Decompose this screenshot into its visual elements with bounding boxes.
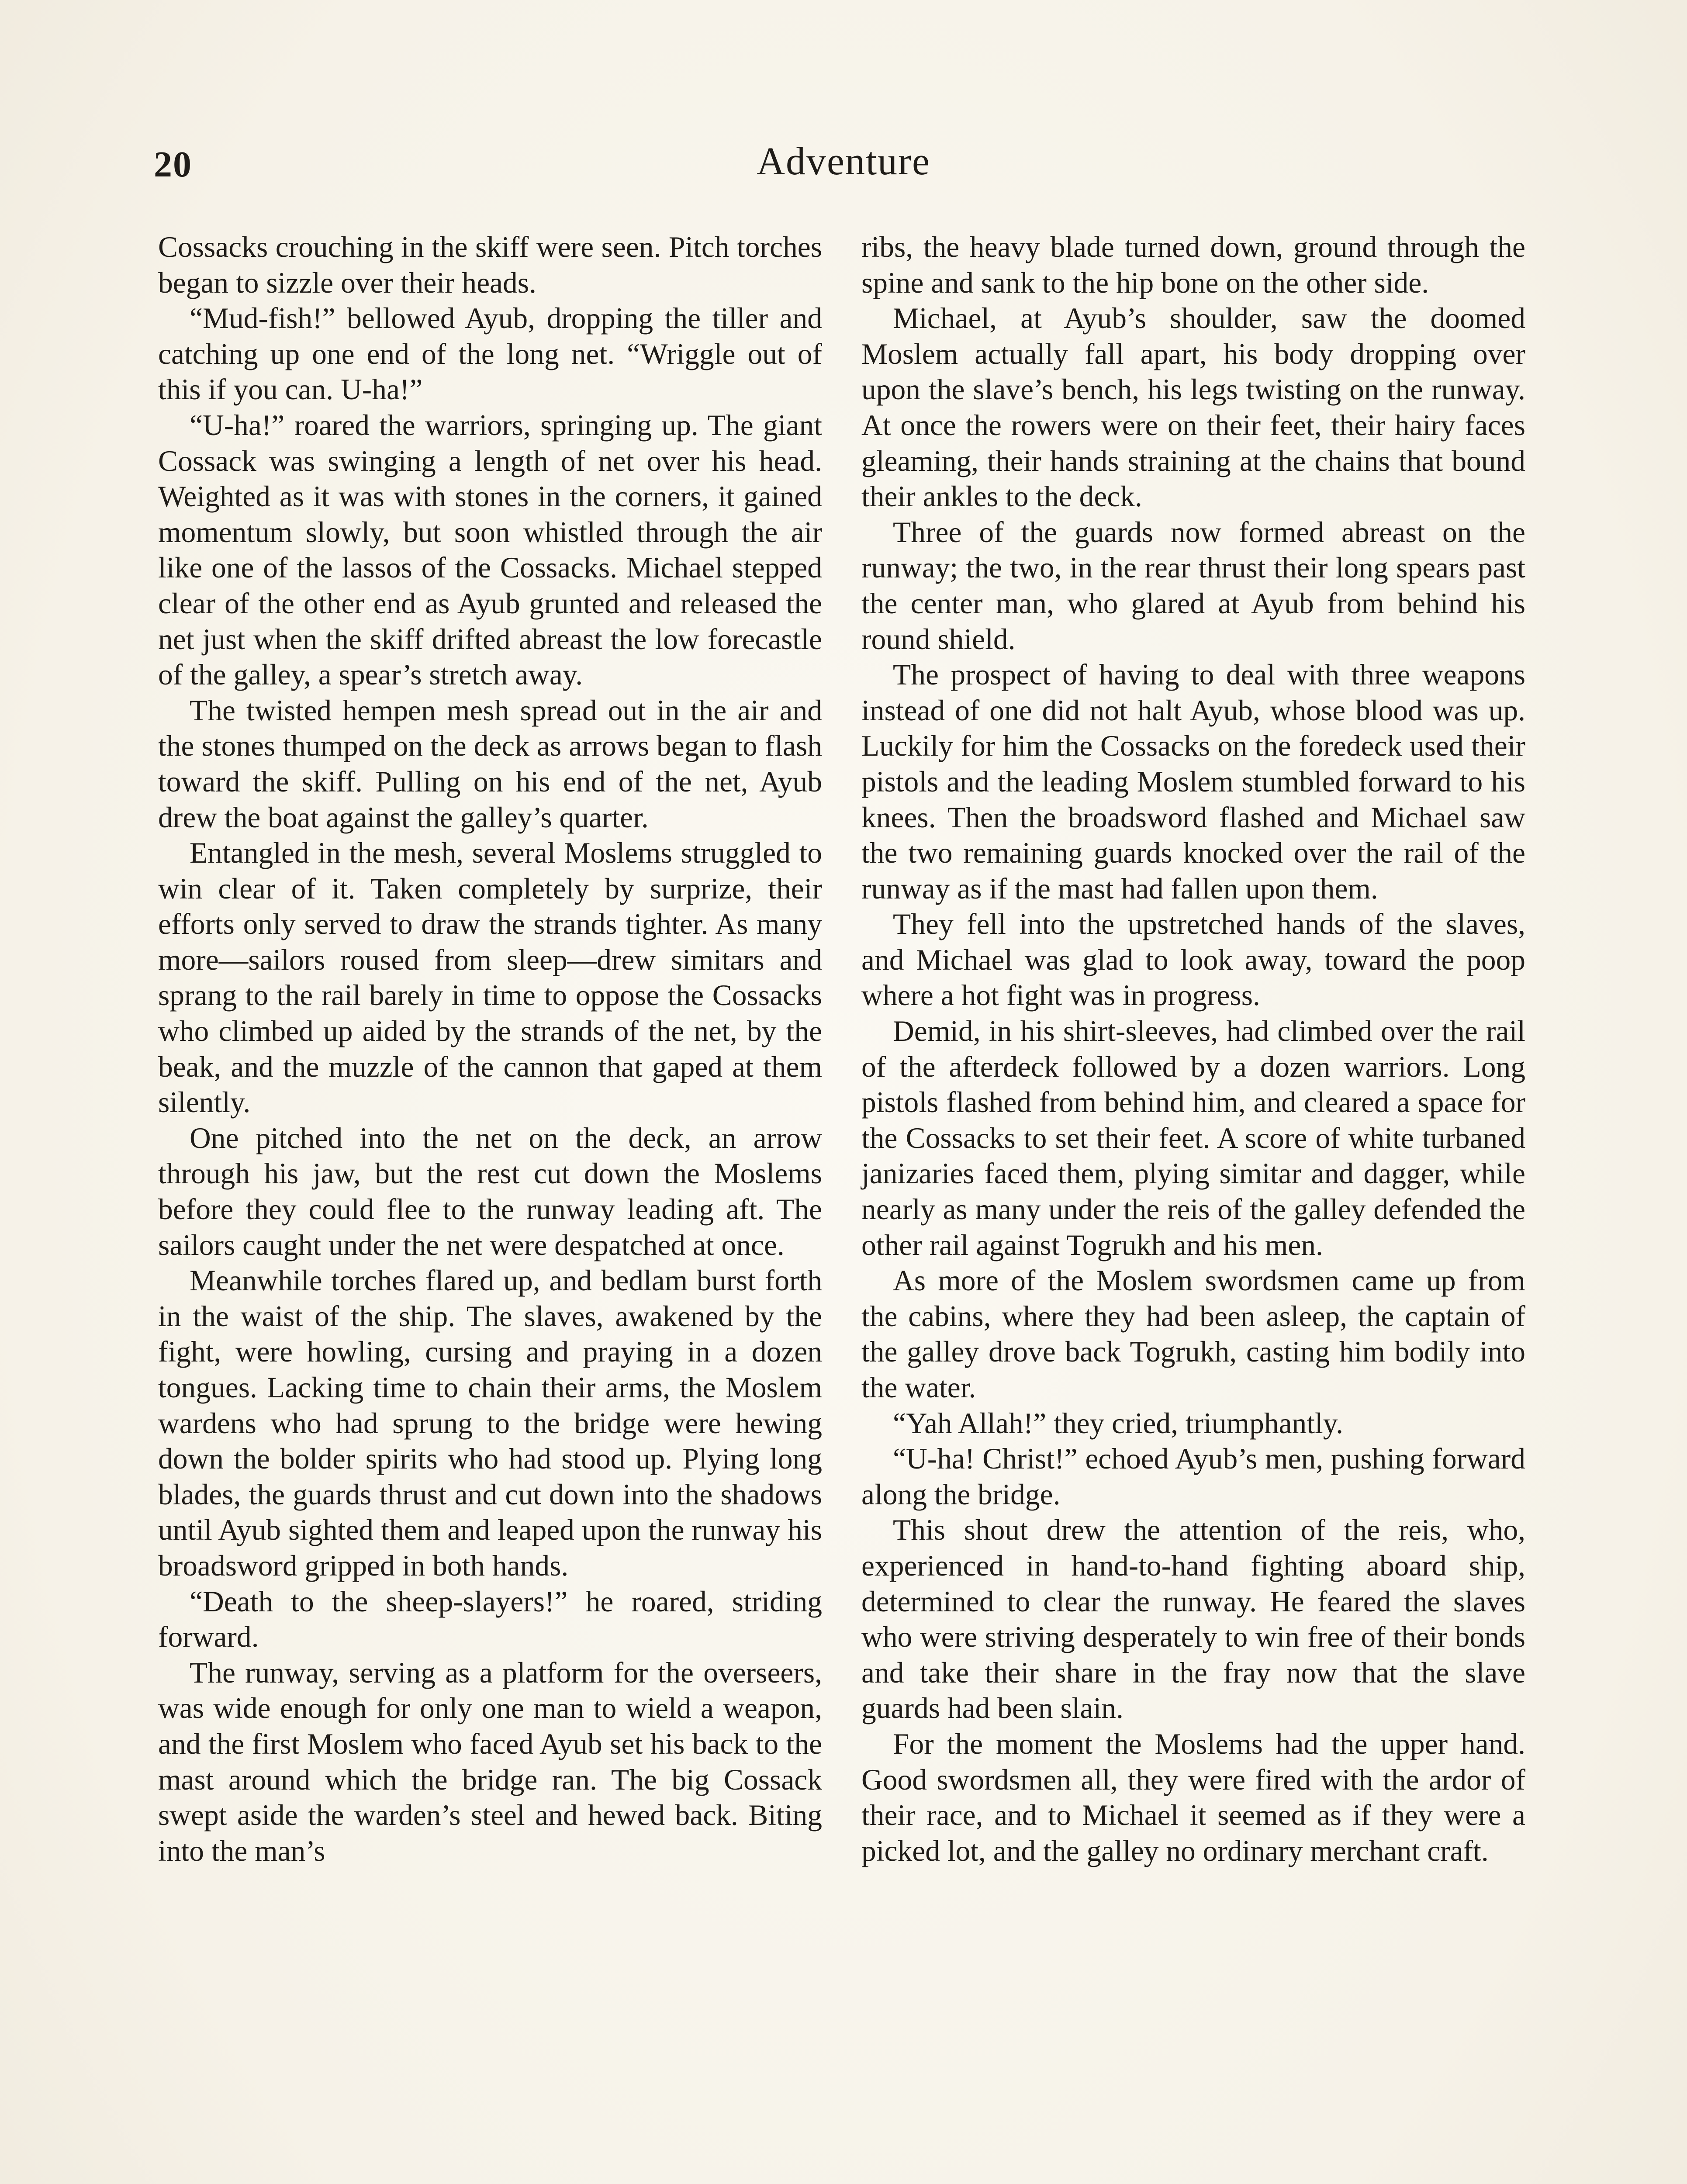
paragraph: “U-ha!” roared the warriors, springing up. The giant Cossack was swinging a length of net over his head. Weighted as it was with stones in the corners, it gained momentum slowly, but soon whistled through the air like one of the lassos of the Cossacks. Michael stepped clear of the other end as Ayub grunted and released the net just when the skiff drifted abreast the low forecastle of the galley, a spear’s stretch away. (158, 408, 822, 691)
paragraph-continuation: ribs, the heavy blade turned down, ground through the spine and sank to the hip bone on the other side. (861, 231, 1525, 299)
paragraph: “U-ha! Christ!” echoed Ayub’s men, pushing forward along the bridge. (861, 1442, 1525, 1511)
paragraph: “Death to the sheep-slayers!” he roared, striding forward. (158, 1585, 822, 1654)
paragraph: Entangled in the mesh, several Moslems struggled to win clear of it. Taken completely by surprize, their efforts only served to draw the strands tighter. As many more—sailors roused from sleep—drew simitars and sprang to the rail barely in time to oppose the Cossacks who climbed up aided by the strands of the net, by the beak, and the muzzle of the cannon that gaped at them silently. (158, 836, 822, 1119)
paragraph: Michael, at Ayub’s shoulder, saw the doomed Moslem actually fall apart, his body dropping over upon the slave’s bench, his legs twisting on the runway. At once the rowers were on their feet, their hairy faces gleaming, their hands straining at the chains that bound their ankles to the deck. (861, 302, 1525, 513)
right-text-column (861, 229, 1525, 1869)
paragraph: Demid, in his shirt-sleeves, had climbed over the rail of the afterdeck followed by a dozen warriors. Long pistols flashed from behind him, and cleared a space for the Cossacks to set their feet. A score of white turbaned janizaries faced them, plying simitar and dagger, while nearly as many under the reis of the galley defended the other rail against Togrukh and his men. (861, 1015, 1525, 1261)
paragraph: Cossacks crouching in the skiff were seen. Pitch torches began to sizzle over their heads. (158, 231, 822, 299)
paragraph: One pitched into the net on the deck, an arrow through his jaw, but the rest cut down the Moslems before they could flee to the runway leading aft. The sailors caught under the net were despatched at once. (158, 1121, 822, 1261)
paragraph: “Yah Allah!” they cried, triumphantly. (893, 1406, 1344, 1440)
paragraph: For the moment the Moslems had the upper hand. Good swordsmen all, they were fired with the ardor of their race, and to Michael it seemed as if they were a picked lot, and the galley no ordinary merchant craft. (861, 1727, 1525, 1867)
running-head-title: Adventure (757, 140, 930, 183)
paragraph: The prospect of having to deal with three weapons instead of one did not halt Ayub, whose blood was up. Luckily for him the Cossacks on the foredeck used their pistols and the leading Moslem stumbled forward to his knees. Then the broadsword flashed and Michael saw the two remaining guards knocked over the rail of the runway as if the mast had fallen upon them. (861, 658, 1525, 905)
paragraph: The twisted hempen mesh spread out in the air and the stones thumped on the deck as arrows began to flash toward the skiff. Pulling on his end of the net, Ayub drew the boat against the galley’s quarter. (158, 694, 822, 834)
paragraph: Three of the guards now formed abreast on the runway; the two, in the rear thrust their long spears past the center man, who glared at Ayub from behind his round shield. (861, 515, 1525, 656)
paragraph: They fell into the upstretched hands of the slaves, and Michael was glad to look away, toward the poop where a hot fight was in progress. (861, 908, 1525, 1012)
paragraph: As more of the Moslem swordsmen came up from the cabins, where they had been asleep, the captain of the galley drove back Togrukh, casting him bodily into the water. (861, 1264, 1525, 1404)
paragraph: This shout drew the attention of the reis, who, experienced in hand-to-hand fighting aboard ship, determined to clear the runway. He feared the slaves who were striving desperately to win free of their bonds and take their share in the fray now that the slave guards had been slain. (861, 1514, 1525, 1725)
left-text-column (158, 229, 822, 1869)
page-number: 20 (154, 144, 192, 185)
paragraph: The runway, serving as a platform for the overseers, was wide enough for only one man to wield a weapon, and the first Moslem who faced Ayub set his back to the mast around which the bridge ran. The big Cossack swept aside the warden’s steel and hewed back. Biting into the man’s (158, 1656, 822, 1867)
paragraph: Meanwhile torches flared up, and bedlam burst forth in the waist of the ship. The slaves, awakened by the fight, were howling, cursing and praying in a dozen tongues. Lacking time to chain their arms, the Moslem wardens who had sprung to the bridge were hewing down the bolder spirits who had stood up. Plying long blades, the guards thrust and cut down into the shadows until Ayub sighted them and leaped upon the runway his broadsword gripped in both hands. (158, 1264, 822, 1582)
paragraph: “Mud-fish!” bellowed Ayub, dropping the tiller and catching up one end of the long net. “Wriggle out of this if you can. U-ha!” (158, 302, 822, 406)
